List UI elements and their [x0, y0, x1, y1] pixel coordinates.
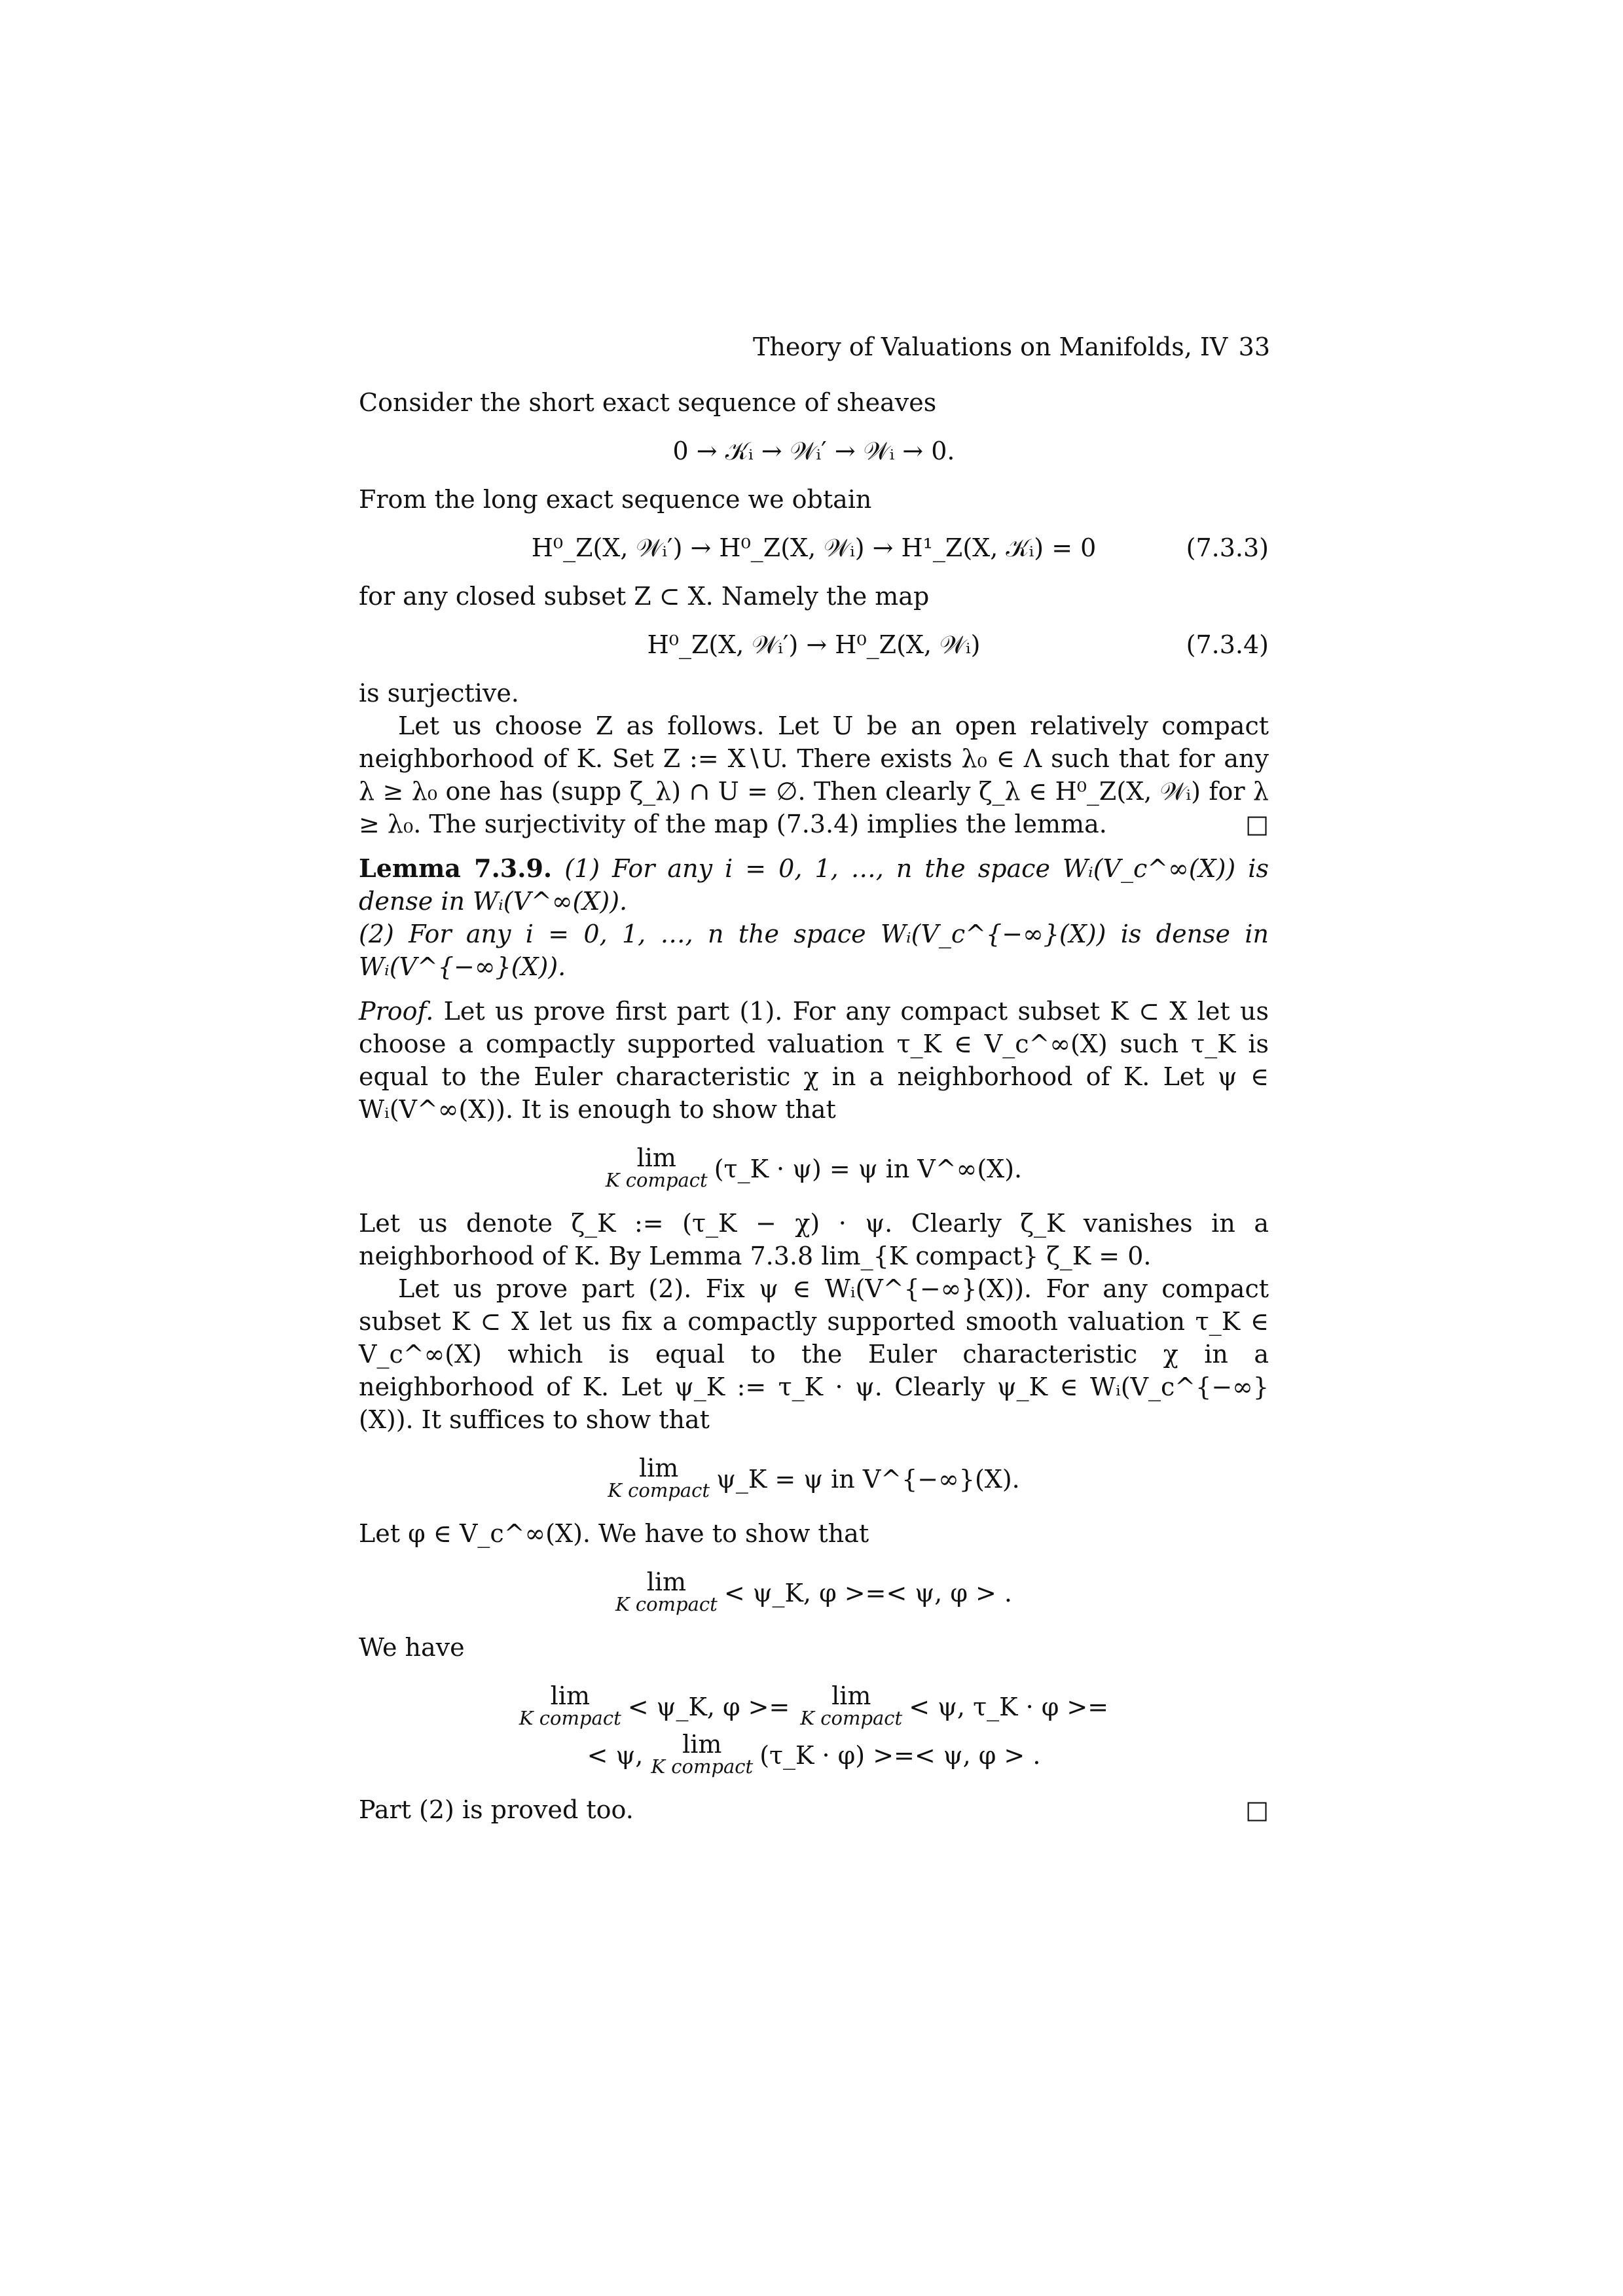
equation-line-1 [519, 1681, 1109, 1729]
display-equation [359, 1141, 1269, 1191]
paragraph-text: Part (2) is proved too. [359, 1795, 634, 1824]
lemma [359, 852, 1269, 918]
equation-text: ψ_K = ψ in V^{−∞}(X). [716, 1465, 1020, 1494]
limit-word: lim [646, 1568, 687, 1596]
paragraph: From the long exact sequence we obtain [359, 485, 872, 514]
paragraph [359, 709, 1269, 840]
running-head [753, 331, 1270, 363]
equation-text: < ψ_K, φ >=< ψ, φ > . [723, 1579, 1013, 1607]
paragraph: Let φ ∈ V_c^∞(X). We have to show that [359, 1519, 869, 1548]
limit-subscript: K compact [605, 1169, 708, 1191]
limit-operator [605, 1143, 708, 1191]
equation-line-2 [587, 1730, 1041, 1778]
paragraph: We have [359, 1633, 465, 1662]
lemma-statement-2: (2) For any i = 0, 1, …, n the space Wᵢ(V_c^{−∞}(X)) is dense in Wᵢ(V^{−∞}(X)). [359, 920, 1269, 981]
limit-word: lim [636, 1143, 676, 1172]
proof-label: Proof. [359, 997, 434, 1026]
equation [605, 1143, 1023, 1191]
equation [615, 1568, 1013, 1615]
paragraph: Let us denote ζ_K := (τ_K − χ) · ψ. Clearly ζ_K vanishes in a neighborhood of K. By Lemma 7.3.8 lim_{K compact} ζ_K = 0. [359, 1209, 1269, 1270]
limit-subscript: K compact [608, 1479, 710, 1501]
equation [608, 1454, 1020, 1501]
equation: H⁰_Z(X, 𝒲ᵢ′) → H⁰_Z(X, 𝒲ᵢ) [647, 630, 981, 659]
paragraph: for any closed subset Z ⊂ X. Namely the map [359, 582, 930, 611]
paragraph: Let us prove part (2). Fix ψ ∈ Wᵢ(V^{−∞}(X)). For any compact subset K ⊂ X let us fix a compactly supported smooth valuation τ_K ∈ V_c^∞(X) which is equal to the Euler characteristic χ in a neighborhood of K. Let ψ_K := τ_K · ψ. Clearly ψ_K ∈ Wᵢ(V_c^{−∞}(X)). It suffices to show that [359, 1274, 1269, 1434]
proof [359, 995, 1269, 1126]
proof-text: Let us prove first part (1). For any compact subset K ⊂ X let us choose a compactly supported valuation τ_K ∈ V_c^∞(X) such τ_K is equal to the Euler characteristic χ in a neighborhood of K. Let ψ ∈ Wᵢ(V^∞(X)). It is enough to show that [359, 997, 1269, 1124]
running-title: Theory of Valuations on Manifolds, IV [753, 332, 1228, 361]
limit-operator [519, 1681, 621, 1729]
lemma-statement-1: (1) For any i = 0, 1, …, n the space Wᵢ(V_c^∞(X)) is dense in Wᵢ(V^∞(X)). [359, 854, 1269, 916]
paragraph: Consider the short exact sequence of sheaves [359, 388, 937, 417]
equation-text: < ψ, [587, 1741, 644, 1770]
qed-symbol: □ [1245, 810, 1269, 838]
limit-subscript: K compact [519, 1707, 621, 1729]
equation: H⁰_Z(X, 𝒲ᵢ′) → H⁰_Z(X, 𝒲ᵢ) → H¹_Z(X, 𝒦ᵢ) = 0 [531, 533, 1097, 562]
equation-text: < ψ, τ_K · φ >= [909, 1693, 1109, 1721]
display-equation [359, 628, 1269, 661]
paragraph [359, 1793, 1269, 1826]
limit-operator [651, 1730, 754, 1778]
display-equation [359, 1566, 1269, 1615]
display-equation [359, 1452, 1269, 1501]
page-number: 33 [1238, 332, 1270, 361]
limit-subscript: K compact [651, 1755, 754, 1778]
lemma-label: Lemma 7.3.9. [359, 853, 553, 883]
limit-operator [608, 1454, 710, 1501]
equation-text: (τ_K · φ) >=< ψ, φ > . [759, 1741, 1041, 1770]
paragraph-text: Let us choose Z as follows. Let U be an open relatively compact neighborhood of K. Set Z := X∖U. There exists λ₀ ∈ Λ such that for any λ ≥ λ₀ one has (supp ζ_λ) ∩ U = ∅. Then clearly ζ_λ ∈ H⁰_Z(X, 𝒲ᵢ) for λ ≥ λ₀. The surjectivity of the map (7.3.4) implies the lemma. [359, 711, 1269, 838]
limit-word: lim [831, 1681, 871, 1710]
limit-subscript: K compact [800, 1707, 903, 1729]
equation-number: (7.3.3) [1186, 533, 1269, 562]
page-body [359, 386, 1269, 1826]
limit-word: lim [682, 1730, 722, 1759]
qed-symbol: □ [1245, 1795, 1269, 1824]
limit-operator [615, 1568, 718, 1615]
equation: 0 → 𝒦ᵢ → 𝒲ᵢ′ → 𝒲ᵢ → 0. [672, 437, 955, 465]
display-equation [359, 435, 1269, 467]
limit-operator [800, 1681, 903, 1729]
equation-text: < ψ_K, φ >= [627, 1693, 790, 1721]
limit-subscript: K compact [615, 1593, 718, 1615]
limit-word: lim [638, 1454, 679, 1482]
display-equation [359, 1679, 1269, 1778]
equation-text: (τ_K · ψ) = ψ in V^∞(X). [714, 1155, 1023, 1183]
display-equation [359, 531, 1269, 564]
paragraph: is surjective. [359, 679, 519, 708]
equation-number: (7.3.4) [1186, 630, 1269, 659]
limit-word: lim [550, 1681, 590, 1710]
